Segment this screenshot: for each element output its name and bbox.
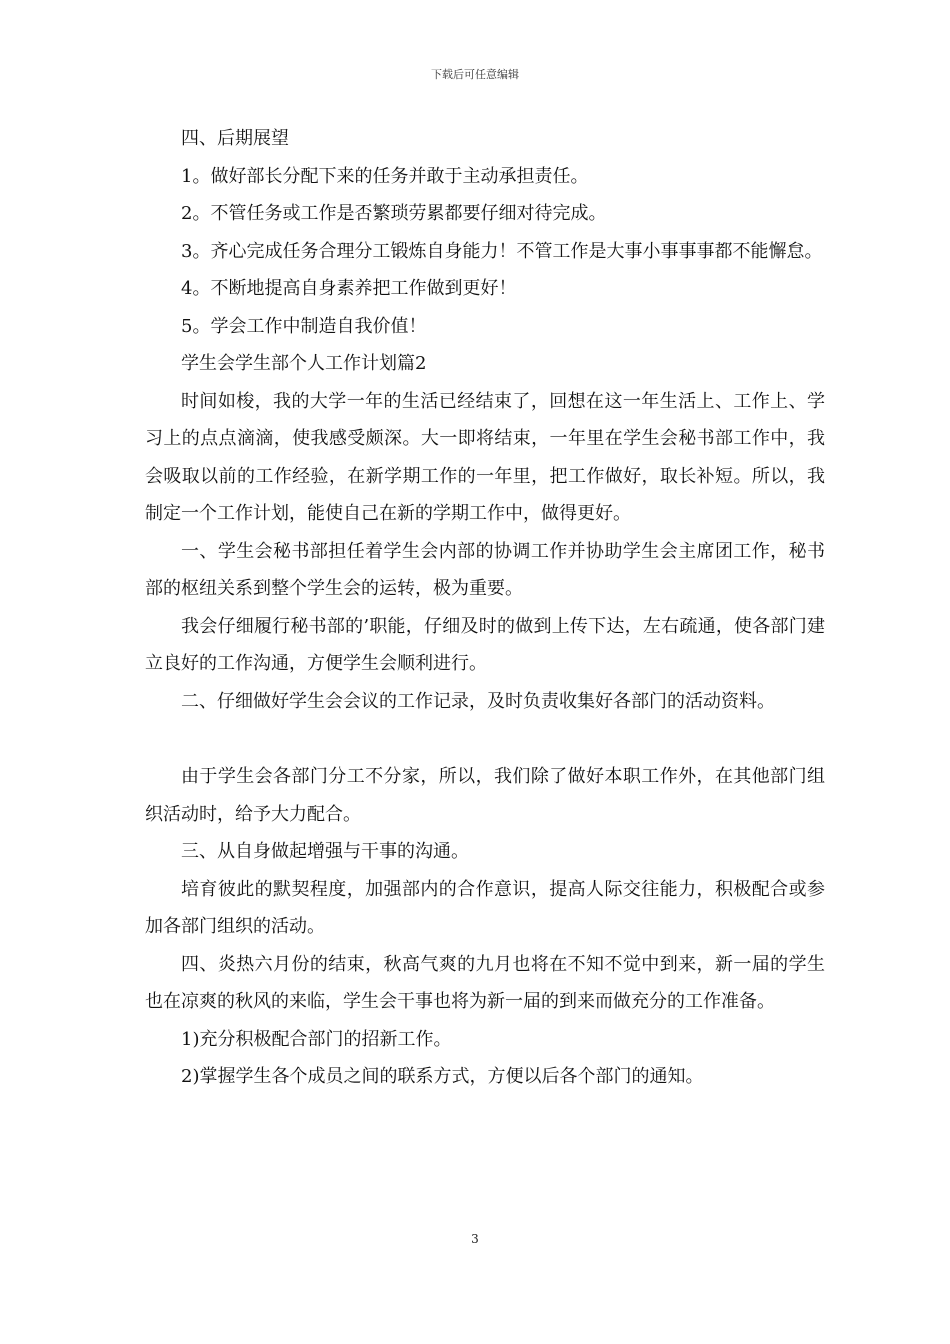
list-item: 1。做好部长分配下来的任务并敢于主动承担责任。 [181,165,589,187]
section-heading: 四、后期展望 [181,128,289,149]
article-title: 学生会学生部个人工作计划篇2 [181,353,427,374]
list-item: 3。齐心完成任务合理分工锻炼自身能力！不管工作是大事小事事事都不能懈怠。 [181,240,823,262]
paragraph: 我会仔细履行秘书部的’职能，仔细及时的做到上传下达，左右疏通，使各部门建立良好的工作沟通，方便学生会顺利进行。 [145,615,825,674]
paragraph: 三、从自身做起增强与干事的沟通。 [181,841,469,862]
paragraph: 一、学生会秘书部担任着学生会内部的协调工作并协助学生会主席团工作，秘书部的枢纽关系到整个学生会的运转，极为重要。 [145,540,825,599]
paragraph: 培育彼此的默契程度，加强部内的合作意识，提高人际交往能力，积极配合或参加各部门组织的活动。 [145,878,825,937]
paragraph: 二、仔细做好学生会会议的工作记录，及时负责收集好各部门的活动资料。 [181,690,775,712]
list-item: 2)掌握学生各个成员之间的联系方式，方便以后各个部门的通知。 [181,1066,704,1087]
list-item: 4。不断地提高自身素养把工作做到更好！ [181,278,517,299]
list-item: 2。不管任务或工作是否繁琐劳累都要仔细对待完成。 [181,203,607,224]
paragraph: 时间如梭，我的大学一年的生活已经结束了，回想在这一年生活上、工作上、学习上的点点滴滴，使我感受颇深。大一即将结束，一年里在学生会秘书部工作中，我会吸取以前的工作经验，在新学期工作的一年里，把工作做好，取长补短。所以，我制定一个工作计划，能使自己在新的学期工作中，做得更好。 [145,390,825,524]
page-number: 3 [471,1232,479,1246]
paragraph: 由于学生会各部门分工不分家，所以，我们除了做好本职工作外，在其他部门组织活动时，给予大力配合。 [145,766,825,825]
page-header: 下载后可任意编辑 [431,68,519,81]
paragraph: 四、炎热六月份的结束，秋高气爽的九月也将在不知不觉中到来，新一届的学生也在凉爽的秋风的来临，学生会干事也将为新一届的到来而做充分的工作准备。 [145,953,825,1012]
list-item: 5。学会工作中制造自我价值！ [181,315,427,337]
document-body [145,120,825,1096]
blank-line [145,720,825,758]
list-item: 1)充分积极配合部门的招新工作。 [181,1028,452,1050]
